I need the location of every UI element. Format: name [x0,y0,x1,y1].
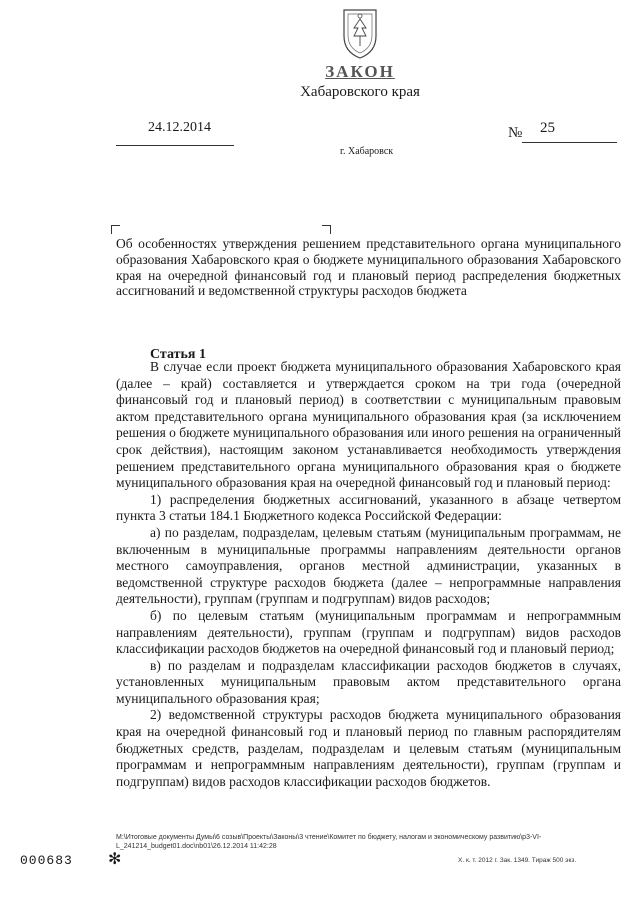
file-path: M:\Итоговые документы Думы\6 созыв\Проекты\Законы\3 чтение\Комитет по бюджету, налогам и экономическому развитию\р3-VI-L_241214_budget01.doc\nb01\26.12.2014 11:42:28 [116,834,542,850]
number-underline [522,142,617,143]
paragraph: б) по целевым статьям (муниципальным программам и непрограммным направлениям деятельности), группам (группам и подгруппам) видов расходов классификации расходов бюджетов на очередной финансовый год и плановый период; [116,607,621,657]
paragraph: 2) ведомственной структуры расходов бюджета муниципального образования края на очередной финансовый год и плановый период по главным распорядителям бюджетных средств, разделам, подразделам и целевым статьям (муниципальным программам и непрограммным направлениям деятельности), группам (группам и подгруппам) видов расходов классификации расходов бюджетов. [116,707,621,789]
number-label: № [508,125,523,141]
coat-of-arms-emblem [338,6,382,60]
document-number: 25 [540,120,555,136]
snowflake-icon: ✻ [108,851,122,868]
heading-corner-left [111,225,120,234]
document-title: ЗАКОН [325,62,395,81]
law-heading: Об особенностях утверждения решением представительного органа муниципального образования Хабаровского края о бюджете муниципального образования Хабаровского края на очередной финансовый год и плановый период распределения бюджетных ассигнований и ведомственной структуры расходов бюджета [116,236,621,299]
document-code: 000683 [20,853,73,868]
paragraph: в) по разделам и подразделам классификации расходов бюджетов в случаях, установленных муниципальным правовым актом представительного органа муниципального образования края; [116,657,621,706]
date-underline [116,145,234,146]
heading-corner-right [322,225,331,234]
city-label: г. Хабаровск [340,146,394,157]
article-body [116,359,621,790]
paragraph: В случае если проект бюджета муниципального образования Хабаровского края (далее – край) составляется и утверждается сроком на три года (очередной финансовый год и плановый период) в соответствии с муниципальным правовым актом представительного органа муниципального образования края (за исключением решения о бюджете муниципального образования или иного решения на ограниченный срок действия), настоящим законом устанавливается необходимость утверждения решением представительного органа муниципального образования края о бюджете муниципального образования края на очередной финансовый год и плановый период: [116,359,621,491]
article-title: Статья 1 [150,347,206,362]
document-subtitle: Хабаровского края [300,84,420,100]
document-date: 24.12.2014 [148,120,211,135]
paragraph: а) по разделам, подразделам, целевым статьям (муниципальным программам, не включенным в муниципальные программы направлениям деятельности органов местного самоуправления, органов местной администрации, указанных в ведомственной структуре расходов бюджета (далее – непрограммные направления деятельности), группам (группам и подгруппам) видов расходов; [116,524,621,607]
paragraph: 1) распределения бюджетных ассигнований, указанного в абзаце четвертом пункта 3 статьи 184.1 Бюджетного кодекса Российской Федерации: [116,491,621,524]
print-info: Х. к. т. 2012 г. Зак. 1349. Тираж 500 экз. [458,857,577,864]
